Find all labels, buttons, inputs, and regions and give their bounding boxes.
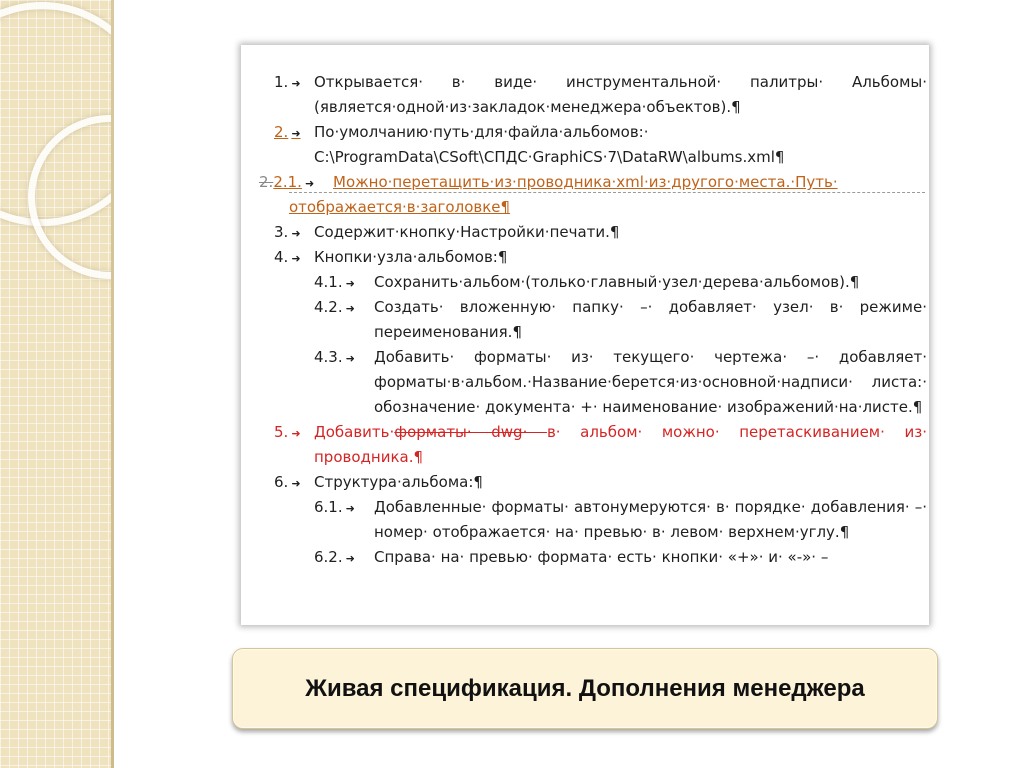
list-item bbox=[241, 170, 929, 220]
list-text: Добавить· форматы· из· текущего· чертежа· –· добавляет· форматы·в·альбом.·Название·берется·из·основной·надписи· листа:· обозначение· документа· +· наименование· изображений·на·листе.¶ bbox=[374, 348, 927, 416]
slide-title-banner bbox=[232, 648, 938, 729]
list-text: Открывается· в· виде· инструментальной· палитры· Альбомы· (является·одной·из·закладок·менеджера·объектов).¶ bbox=[314, 73, 927, 116]
list-item bbox=[241, 295, 929, 345]
document-body bbox=[241, 70, 929, 570]
list-text: Справа· на· превью· формата· есть· кнопки· «+»· и· «-»· – bbox=[374, 548, 829, 566]
list-text: Создать· вложенную· папку· –· добавляет· узел· в· режиме· переименования.¶ bbox=[374, 298, 927, 341]
list-item bbox=[241, 245, 929, 270]
list-item bbox=[241, 545, 929, 570]
decorative-edge bbox=[111, 0, 114, 768]
list-number: 4. ➜ bbox=[274, 248, 301, 266]
list-number: 1. ➜ bbox=[274, 73, 301, 91]
list-number: 6.2. ➜ bbox=[314, 548, 355, 566]
list-text: Добавленные· форматы· автонумеруются· в· порядке· добавления· –· номер· отображается· на· превью· в· левом· верхнем·углу.¶ bbox=[374, 498, 927, 541]
list-number: 2. ➜ bbox=[274, 123, 301, 141]
document-screenshot bbox=[241, 45, 929, 625]
slide-title: Живая спецификация. Дополнения менеджера bbox=[305, 675, 865, 702]
list-text: Можно·перетащить·из·проводника·xml·из·другого·места.·Путь· отображается·в·заголовке¶ bbox=[289, 173, 838, 216]
list-number: 6.1. ➜ bbox=[314, 498, 355, 516]
list-number: 2.2.1. ➜ bbox=[259, 173, 315, 191]
list-number: 4.1. ➜ bbox=[314, 273, 355, 291]
list-item bbox=[241, 270, 929, 295]
list-number: 4.2. ➜ bbox=[314, 298, 355, 316]
list-number: 5. ➜ bbox=[274, 423, 301, 441]
list-text: Структура·альбома:¶ bbox=[314, 473, 483, 491]
list-item bbox=[241, 470, 929, 495]
list-number: 6. ➜ bbox=[274, 473, 301, 491]
decorative-side-panel bbox=[0, 0, 114, 768]
list-item bbox=[241, 70, 929, 120]
list-text: Сохранить·альбом·(только·главный·узел·дерева·альбомов).¶ bbox=[374, 273, 860, 291]
list-text: Содержит·кнопку·Настройки·печати.¶ bbox=[314, 223, 620, 241]
tracked-change-line bbox=[289, 192, 925, 193]
list-item bbox=[241, 345, 929, 420]
list-text: Кнопки·узла·альбомов:¶ bbox=[314, 248, 508, 266]
list-text: Добавить·форматы· dwg· в· альбом· можно· перетаскиванием· из· проводника.¶ bbox=[314, 423, 927, 466]
list-item bbox=[241, 495, 929, 545]
list-number: 3. ➜ bbox=[274, 223, 301, 241]
list-item bbox=[241, 420, 929, 470]
list-item bbox=[241, 220, 929, 245]
list-text: По·умолчанию·путь·для·файла·альбомов:· C:\ProgramData\CSoft\СПДС·GraphiCS·7\DataRW\albums.xml¶ bbox=[314, 123, 785, 166]
list-item bbox=[241, 120, 929, 170]
list-number: 4.3. ➜ bbox=[314, 348, 355, 366]
